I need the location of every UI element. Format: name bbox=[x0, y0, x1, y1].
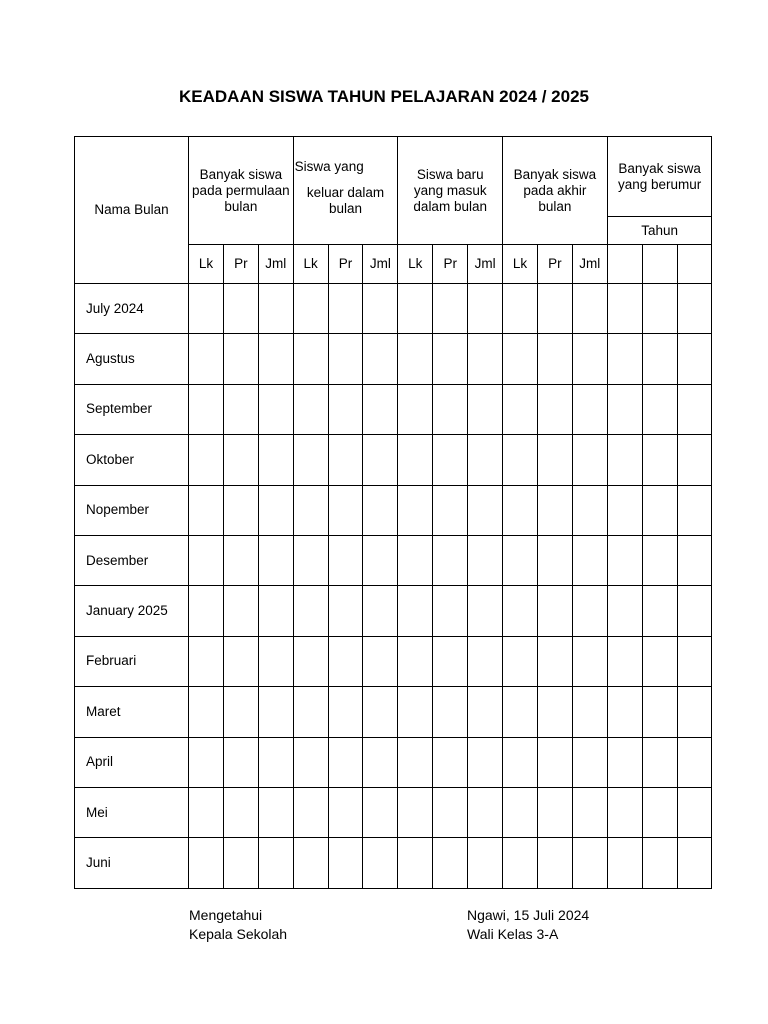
data-cell bbox=[607, 435, 642, 485]
data-cell bbox=[258, 485, 293, 535]
data-cell bbox=[468, 636, 503, 686]
month-cell: January 2025 bbox=[75, 586, 189, 636]
month-cell: July 2024 bbox=[75, 284, 189, 334]
month-cell: April bbox=[75, 737, 189, 787]
data-cell bbox=[293, 485, 328, 535]
data-cell bbox=[258, 737, 293, 787]
data-cell bbox=[258, 284, 293, 334]
data-cell bbox=[258, 535, 293, 585]
data-cell bbox=[363, 485, 398, 535]
data-cell bbox=[433, 737, 468, 787]
data-cell bbox=[503, 636, 538, 686]
data-cell bbox=[398, 334, 433, 384]
data-cell bbox=[677, 334, 712, 384]
data-cell bbox=[433, 586, 468, 636]
month-rows bbox=[75, 284, 712, 889]
data-cell bbox=[293, 586, 328, 636]
header-lk: Lk bbox=[189, 245, 224, 284]
data-cell bbox=[677, 535, 712, 585]
data-cell bbox=[642, 334, 677, 384]
data-cell bbox=[642, 838, 677, 888]
data-cell bbox=[328, 384, 363, 434]
header-jml: Jml bbox=[572, 245, 607, 284]
data-cell bbox=[607, 284, 642, 334]
table-row bbox=[75, 687, 712, 737]
data-cell bbox=[537, 838, 572, 888]
data-cell bbox=[642, 586, 677, 636]
data-cell bbox=[503, 838, 538, 888]
data-cell bbox=[642, 535, 677, 585]
data-cell bbox=[468, 586, 503, 636]
data-cell bbox=[363, 435, 398, 485]
month-cell: September bbox=[75, 384, 189, 434]
data-cell bbox=[258, 334, 293, 384]
header-text-line: Siswa baru bbox=[416, 167, 484, 182]
data-cell bbox=[572, 586, 607, 636]
data-cell bbox=[189, 636, 224, 686]
data-cell bbox=[363, 334, 398, 384]
data-cell bbox=[223, 284, 258, 334]
data-cell bbox=[328, 737, 363, 787]
data-cell bbox=[328, 687, 363, 737]
data-cell bbox=[572, 384, 607, 434]
data-cell bbox=[607, 687, 642, 737]
data-cell bbox=[468, 535, 503, 585]
table-row bbox=[75, 787, 712, 837]
header-text-line: Siswa yang bbox=[294, 159, 364, 174]
data-cell bbox=[503, 384, 538, 434]
header-text-line: bulan bbox=[224, 199, 258, 214]
data-cell bbox=[433, 334, 468, 384]
data-cell bbox=[677, 838, 712, 888]
data-cell bbox=[398, 435, 433, 485]
data-cell bbox=[258, 787, 293, 837]
data-cell bbox=[642, 284, 677, 334]
data-cell bbox=[503, 787, 538, 837]
month-cell: Agustus bbox=[75, 334, 189, 384]
data-cell bbox=[328, 284, 363, 334]
data-cell bbox=[258, 636, 293, 686]
data-cell bbox=[433, 838, 468, 888]
mengetahui-label: Mengetahui bbox=[189, 907, 263, 923]
data-cell bbox=[258, 838, 293, 888]
data-cell bbox=[398, 787, 433, 837]
data-cell bbox=[572, 284, 607, 334]
data-cell bbox=[189, 687, 224, 737]
header-lk: Lk bbox=[503, 245, 538, 284]
header-text-line: Banyak siswa bbox=[618, 161, 701, 176]
data-cell bbox=[328, 334, 363, 384]
data-cell bbox=[293, 636, 328, 686]
header-text-line: Banyak siswa bbox=[513, 167, 597, 182]
data-cell bbox=[433, 636, 468, 686]
data-cell bbox=[468, 687, 503, 737]
data-cell bbox=[677, 384, 712, 434]
data-cell bbox=[677, 787, 712, 837]
month-cell: Nopember bbox=[75, 485, 189, 535]
data-cell bbox=[607, 586, 642, 636]
data-cell bbox=[398, 384, 433, 434]
data-cell bbox=[293, 384, 328, 434]
table-row bbox=[75, 435, 712, 485]
data-cell bbox=[189, 838, 224, 888]
data-cell bbox=[223, 687, 258, 737]
header-tahun: Tahun bbox=[607, 217, 712, 245]
data-cell bbox=[642, 787, 677, 837]
data-cell bbox=[572, 535, 607, 585]
data-cell bbox=[677, 485, 712, 535]
data-cell bbox=[572, 838, 607, 888]
data-cell bbox=[537, 284, 572, 334]
data-cell bbox=[642, 384, 677, 434]
data-cell bbox=[258, 586, 293, 636]
data-cell bbox=[503, 535, 538, 585]
data-cell bbox=[258, 384, 293, 434]
data-cell bbox=[433, 535, 468, 585]
table-row bbox=[75, 838, 712, 888]
data-cell bbox=[398, 586, 433, 636]
data-cell bbox=[363, 284, 398, 334]
data-cell bbox=[398, 838, 433, 888]
header-pr: Pr bbox=[328, 245, 363, 284]
data-cell bbox=[503, 687, 538, 737]
data-cell bbox=[607, 485, 642, 535]
month-cell: Desember bbox=[75, 535, 189, 585]
data-cell bbox=[572, 334, 607, 384]
data-cell bbox=[223, 535, 258, 585]
data-cell bbox=[433, 787, 468, 837]
header-text-line: pada permulaan bbox=[192, 183, 290, 198]
data-cell bbox=[223, 737, 258, 787]
signature-left bbox=[189, 906, 287, 944]
header-banyak-siswa-akhir bbox=[503, 137, 608, 245]
data-cell bbox=[537, 384, 572, 434]
data-cell bbox=[223, 838, 258, 888]
data-cell bbox=[607, 838, 642, 888]
data-cell bbox=[503, 586, 538, 636]
data-cell bbox=[468, 284, 503, 334]
data-cell bbox=[468, 334, 503, 384]
data-cell bbox=[189, 284, 224, 334]
data-cell bbox=[607, 535, 642, 585]
data-cell bbox=[328, 787, 363, 837]
table-row bbox=[75, 636, 712, 686]
data-cell bbox=[468, 435, 503, 485]
header-banyak-siswa-permulaan bbox=[189, 137, 294, 245]
month-cell: Maret bbox=[75, 687, 189, 737]
kepala-sekolah-label: Kepala Sekolah bbox=[189, 926, 288, 942]
data-cell bbox=[363, 586, 398, 636]
month-cell: Juni bbox=[75, 838, 189, 888]
data-cell bbox=[363, 787, 398, 837]
data-cell bbox=[642, 687, 677, 737]
data-cell bbox=[572, 435, 607, 485]
header-jml: Jml bbox=[363, 245, 398, 284]
data-cell bbox=[223, 636, 258, 686]
data-cell bbox=[293, 737, 328, 787]
header-lk: Lk bbox=[398, 245, 433, 284]
header-pr: Pr bbox=[537, 245, 572, 284]
data-cell bbox=[572, 687, 607, 737]
data-cell bbox=[537, 485, 572, 535]
header-text-line: yang masuk bbox=[413, 183, 487, 198]
data-cell bbox=[503, 485, 538, 535]
header-pr: Pr bbox=[433, 245, 468, 284]
data-cell bbox=[398, 687, 433, 737]
data-cell bbox=[537, 787, 572, 837]
data-cell bbox=[537, 435, 572, 485]
data-cell bbox=[433, 485, 468, 535]
data-cell bbox=[398, 284, 433, 334]
data-cell bbox=[537, 687, 572, 737]
data-cell bbox=[189, 435, 224, 485]
data-cell bbox=[223, 586, 258, 636]
data-cell bbox=[677, 687, 712, 737]
data-cell bbox=[468, 838, 503, 888]
data-cell bbox=[293, 787, 328, 837]
table-row bbox=[75, 485, 712, 535]
data-cell bbox=[607, 737, 642, 787]
data-cell bbox=[433, 687, 468, 737]
data-cell bbox=[537, 535, 572, 585]
data-cell bbox=[189, 787, 224, 837]
header-siswa-keluar bbox=[293, 137, 398, 245]
data-cell bbox=[223, 435, 258, 485]
data-cell bbox=[398, 737, 433, 787]
data-cell bbox=[572, 737, 607, 787]
data-cell bbox=[258, 687, 293, 737]
data-cell bbox=[537, 334, 572, 384]
data-cell bbox=[607, 636, 642, 686]
student-report-table bbox=[74, 136, 712, 889]
table-row bbox=[75, 535, 712, 585]
data-cell bbox=[572, 787, 607, 837]
data-cell bbox=[677, 636, 712, 686]
wali-kelas-label: Wali Kelas 3-A bbox=[467, 926, 559, 942]
data-cell bbox=[328, 485, 363, 535]
table-row bbox=[75, 384, 712, 434]
data-cell bbox=[328, 535, 363, 585]
data-cell bbox=[293, 838, 328, 888]
data-cell bbox=[189, 485, 224, 535]
data-cell bbox=[363, 737, 398, 787]
data-cell bbox=[363, 687, 398, 737]
data-cell bbox=[433, 284, 468, 334]
table-row bbox=[75, 334, 712, 384]
data-cell bbox=[433, 384, 468, 434]
header-nama-bulan: Nama Bulan bbox=[75, 137, 189, 284]
data-cell bbox=[293, 535, 328, 585]
data-cell bbox=[572, 485, 607, 535]
data-cell bbox=[503, 284, 538, 334]
data-cell bbox=[328, 636, 363, 686]
table-row bbox=[75, 586, 712, 636]
data-cell bbox=[607, 787, 642, 837]
table-row bbox=[75, 284, 712, 334]
page-title: KEADAAN SISWA TAHUN PELAJARAN 2024 / 2025 bbox=[179, 87, 589, 106]
data-cell bbox=[433, 435, 468, 485]
data-cell bbox=[398, 485, 433, 535]
data-cell bbox=[677, 435, 712, 485]
data-cell bbox=[537, 737, 572, 787]
data-cell bbox=[189, 586, 224, 636]
header-banyak-siswa-berumur bbox=[607, 137, 712, 217]
data-cell bbox=[328, 838, 363, 888]
data-cell bbox=[189, 535, 224, 585]
data-cell bbox=[572, 636, 607, 686]
data-cell bbox=[642, 485, 677, 535]
header-text-line: bulan bbox=[328, 201, 363, 216]
data-cell bbox=[398, 636, 433, 686]
header-text-line: Banyak siswa bbox=[199, 167, 283, 182]
data-cell bbox=[503, 435, 538, 485]
month-cell: Oktober bbox=[75, 435, 189, 485]
data-cell bbox=[503, 737, 538, 787]
data-cell bbox=[293, 334, 328, 384]
data-cell bbox=[677, 586, 712, 636]
data-cell bbox=[642, 737, 677, 787]
data-cell bbox=[642, 435, 677, 485]
data-cell bbox=[537, 586, 572, 636]
header-jml: Jml bbox=[258, 245, 293, 284]
data-cell bbox=[189, 334, 224, 384]
data-cell bbox=[223, 787, 258, 837]
data-cell bbox=[642, 636, 677, 686]
data-cell bbox=[537, 636, 572, 686]
data-cell bbox=[189, 384, 224, 434]
header-text-line: keluar dalam bbox=[306, 185, 385, 200]
data-cell bbox=[677, 284, 712, 334]
signature-right bbox=[467, 906, 589, 944]
data-cell bbox=[363, 636, 398, 686]
data-cell bbox=[293, 284, 328, 334]
data-cell bbox=[607, 384, 642, 434]
data-cell bbox=[503, 334, 538, 384]
data-cell bbox=[468, 787, 503, 837]
data-cell bbox=[258, 435, 293, 485]
header-text-line: yang berumur bbox=[617, 177, 702, 192]
header-lk: Lk bbox=[293, 245, 328, 284]
data-cell bbox=[328, 435, 363, 485]
data-cell bbox=[223, 384, 258, 434]
place-date-label: Ngawi, 15 Juli 2024 bbox=[467, 907, 590, 923]
header-pr: Pr bbox=[223, 245, 258, 284]
header-text-line: bulan bbox=[538, 199, 572, 214]
month-cell: Februari bbox=[75, 636, 189, 686]
header-jml: Jml bbox=[468, 245, 503, 284]
data-cell bbox=[468, 384, 503, 434]
data-cell bbox=[398, 535, 433, 585]
data-cell bbox=[328, 586, 363, 636]
header-text-line: pada akhir bbox=[523, 183, 587, 198]
header-siswa-baru bbox=[398, 137, 503, 245]
table-row bbox=[75, 737, 712, 787]
data-cell bbox=[189, 737, 224, 787]
data-cell bbox=[223, 485, 258, 535]
data-cell bbox=[363, 384, 398, 434]
header-age-cell bbox=[677, 245, 712, 284]
data-cell bbox=[363, 838, 398, 888]
header-age-cell bbox=[607, 245, 642, 284]
header-age-cell bbox=[642, 245, 677, 284]
data-cell bbox=[293, 687, 328, 737]
data-cell bbox=[223, 334, 258, 384]
data-cell bbox=[468, 737, 503, 787]
data-cell bbox=[468, 485, 503, 535]
data-cell bbox=[607, 334, 642, 384]
month-cell: Mei bbox=[75, 787, 189, 837]
data-cell bbox=[363, 535, 398, 585]
data-cell bbox=[293, 435, 328, 485]
header-text-line: dalam bulan bbox=[413, 199, 487, 214]
data-cell bbox=[677, 737, 712, 787]
